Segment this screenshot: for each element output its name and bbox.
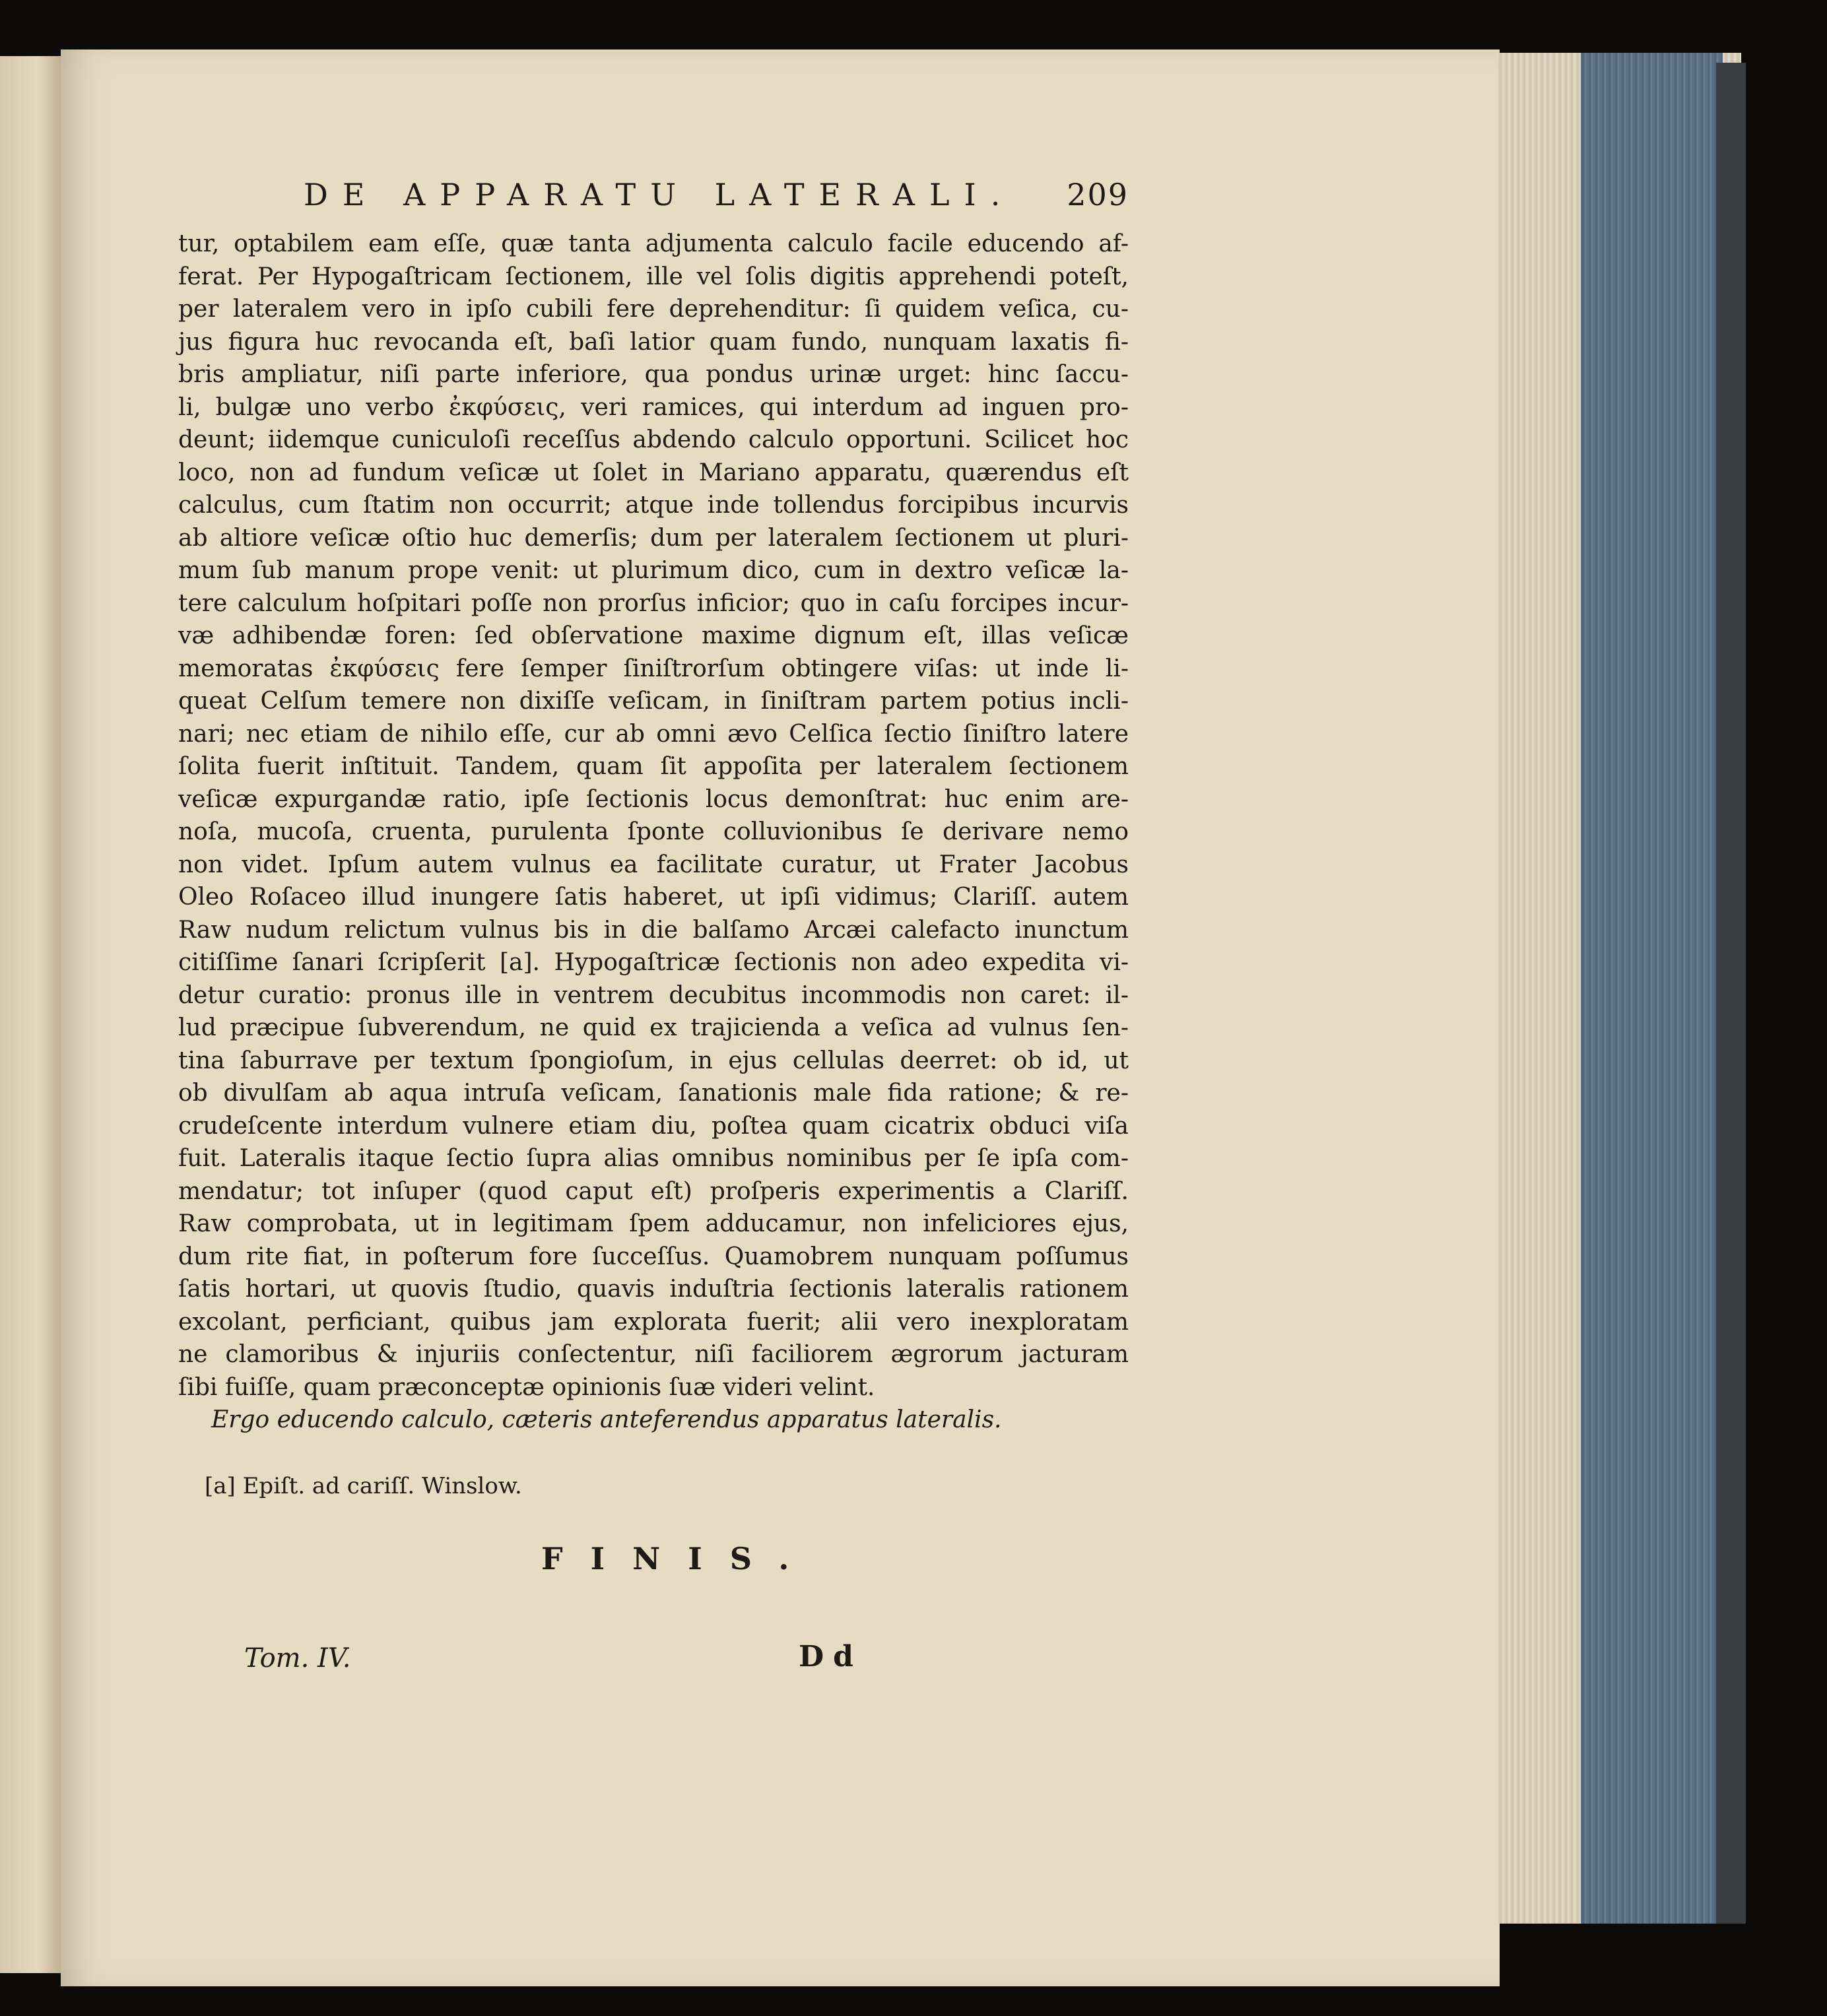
- text-line: væ adhibendæ foren: ſed obſervatione maxime dignum eſt, illas veſicæ: [178, 622, 1129, 649]
- text-line: tur, optabilem eam eſſe, quæ tanta adjumenta calculo facile educendo af-: [178, 230, 1129, 257]
- text-line: Raw nudum relictum vulnus bis in die balſamo Arcæi calefacto inunctum: [178, 916, 1129, 944]
- text-line: jus figura huc revocanda eſt, baſi latior quam fundo, nunquam laxatis fi-: [178, 328, 1129, 356]
- text-line: ob divulſam ab aqua intruſa veſicam, ſanationis male fida ratione; & re-: [178, 1080, 1129, 1107]
- conclusion-line: Ergo educendo calculo, cæteris anteferendus apparatus lateralis.: [211, 1406, 1002, 1433]
- text-line: ſatis hortari, ut quovis ſtudio, quavis induſtria ſectionis lateralis rationem: [178, 1276, 1129, 1303]
- text-line: tina ſaburrave per textum ſpongioſum, in ejus cellulas deerret: ob id, ut: [178, 1047, 1129, 1074]
- text-line: Raw comprobata, ut in legitimam ſpem adducamur, non infeliciores ejus,: [178, 1210, 1129, 1237]
- text-line: deunt; iidemque cuniculoſi receſſus abdendo calculo opportuni. Scilicet hoc: [178, 426, 1129, 453]
- text-line: calculus, cum ſtatim non occurrit; atque inde tollendus forcipibus incurvis: [178, 492, 1129, 519]
- text-line: veſicæ expurgandæ ratio, ipſe ſectionis locus demonſtrat: huc enim are-: [178, 785, 1129, 813]
- finis-heading: FINIS.: [541, 1541, 817, 1577]
- footnote: [a] Epiſt. ad cariſſ. Winslow.: [205, 1473, 522, 1499]
- text-line: li, bulgæ uno verbo ἐκφύσεις, veri ramices, qui interdum ad inguen pro-: [178, 393, 1129, 421]
- text-line: mendatur; tot inſuper (quod caput eſt) proſperis experimentis a Clariſſ.: [178, 1177, 1129, 1205]
- text-line: queat Celſum temere non dixiſſe veſicam, in ſiniſtram partem potius incli-: [178, 688, 1129, 715]
- text-line: lud præcipue ſubverendum, ne quid ex trajicienda a veſica ad vulnus ſen-: [178, 1014, 1129, 1041]
- text-line: per lateralem vero in ipſo cubili fere deprehenditur: ſi quidem veſica, cu-: [178, 296, 1129, 323]
- left-page-edge: [0, 56, 63, 1973]
- text-line: citiſſime ſanari ſcripſerit [a]. Hypogaſtricæ ſectionis non adeo expedita vi-: [178, 949, 1129, 976]
- text-line: ſolita fuerit inſtituit. Tandem, quam ſit appoſita per lateralem ſectionem: [178, 753, 1129, 780]
- volume-signature: Tom. IV.: [244, 1643, 351, 1674]
- text-line: excolant, perficiant, quibus jam explorata fuerit; alii vero inexploratam: [178, 1308, 1129, 1336]
- text-line: loco, non ad fundum veſicæ ut ſolet in Mariano apparatu, quærendus eſt: [178, 459, 1129, 486]
- gathering-mark: Dd: [799, 1640, 863, 1674]
- text-line: mum ſub manum prope venit: ut plurimum dico, cum in dextro veſicæ la-: [178, 557, 1129, 584]
- text-line: crudeſcente interdum vulnere etiam diu, poſtea quam cicatrix obduci viſa: [178, 1112, 1129, 1140]
- page-header: [304, 177, 1129, 230]
- text-line: fuit. Lateralis itaque ſectio ſupra alias omnibus nominibus per ſe ipſa com-: [178, 1145, 1129, 1172]
- text-line: noſa, mucoſa, cruenta, purulenta ſponte colluvionibus ſe derivare nemo: [178, 818, 1129, 845]
- page-edges-blue: [1581, 53, 1723, 1924]
- text-line: ſibi fuiſſe, quam præconceptæ opinionis ſuæ videri velint.: [178, 1373, 875, 1401]
- text-line: memoratas ἐκφύσεις fere ſemper ſiniſtrorſum obtingere viſas: ut inde li-: [178, 655, 1129, 682]
- text-line: bris ampliatur, niſi parte inferiore, qua pondus urinæ urget: hinc ſaccu-: [178, 361, 1129, 388]
- text-line: ne clamoribus & injuriis conſectentur, niſi faciliorem ægrorum jacturam: [178, 1341, 1129, 1368]
- text-line: Oleo Roſaceo illud inungere ſatis haberet, ut ipſi vidimus; Clariſſ. autem: [178, 884, 1129, 911]
- text-line: detur curatio: pronus ille in ventrem decubitus incommodis non caret: il-: [178, 981, 1129, 1009]
- book-cover: [1716, 63, 1746, 1924]
- text-line: nari; nec etiam de nihilo eſſe, cur ab omni ævo Celſica ſectio ſiniſtro latere: [178, 720, 1129, 748]
- text-line: ferat. Per Hypogaſtricam ſectionem, ille vel ſolis digitis apprehendi poteſt,: [178, 263, 1129, 290]
- text-line: tere calculum hoſpitari poſſe non prorſus inficior; quo in caſu forcipes incur-: [178, 589, 1129, 617]
- text-line: non videt. Ipſum autem vulnus ea facilitate curatur, ut Frater Jacobus: [178, 851, 1129, 878]
- text-line: dum rite fiat, in poſterum fore ſucceſſus. Quamobrem nunquam poſſumus: [178, 1243, 1129, 1270]
- page-number: 209: [1067, 177, 1129, 212]
- text-line: ab altiore veſicæ oſtio huc demerſis; dum per lateralem ſectionem ut pluri-: [178, 524, 1129, 552]
- running-head: DE APPARATU LATERALI.: [304, 177, 1015, 212]
- main-text: [178, 228, 1129, 1442]
